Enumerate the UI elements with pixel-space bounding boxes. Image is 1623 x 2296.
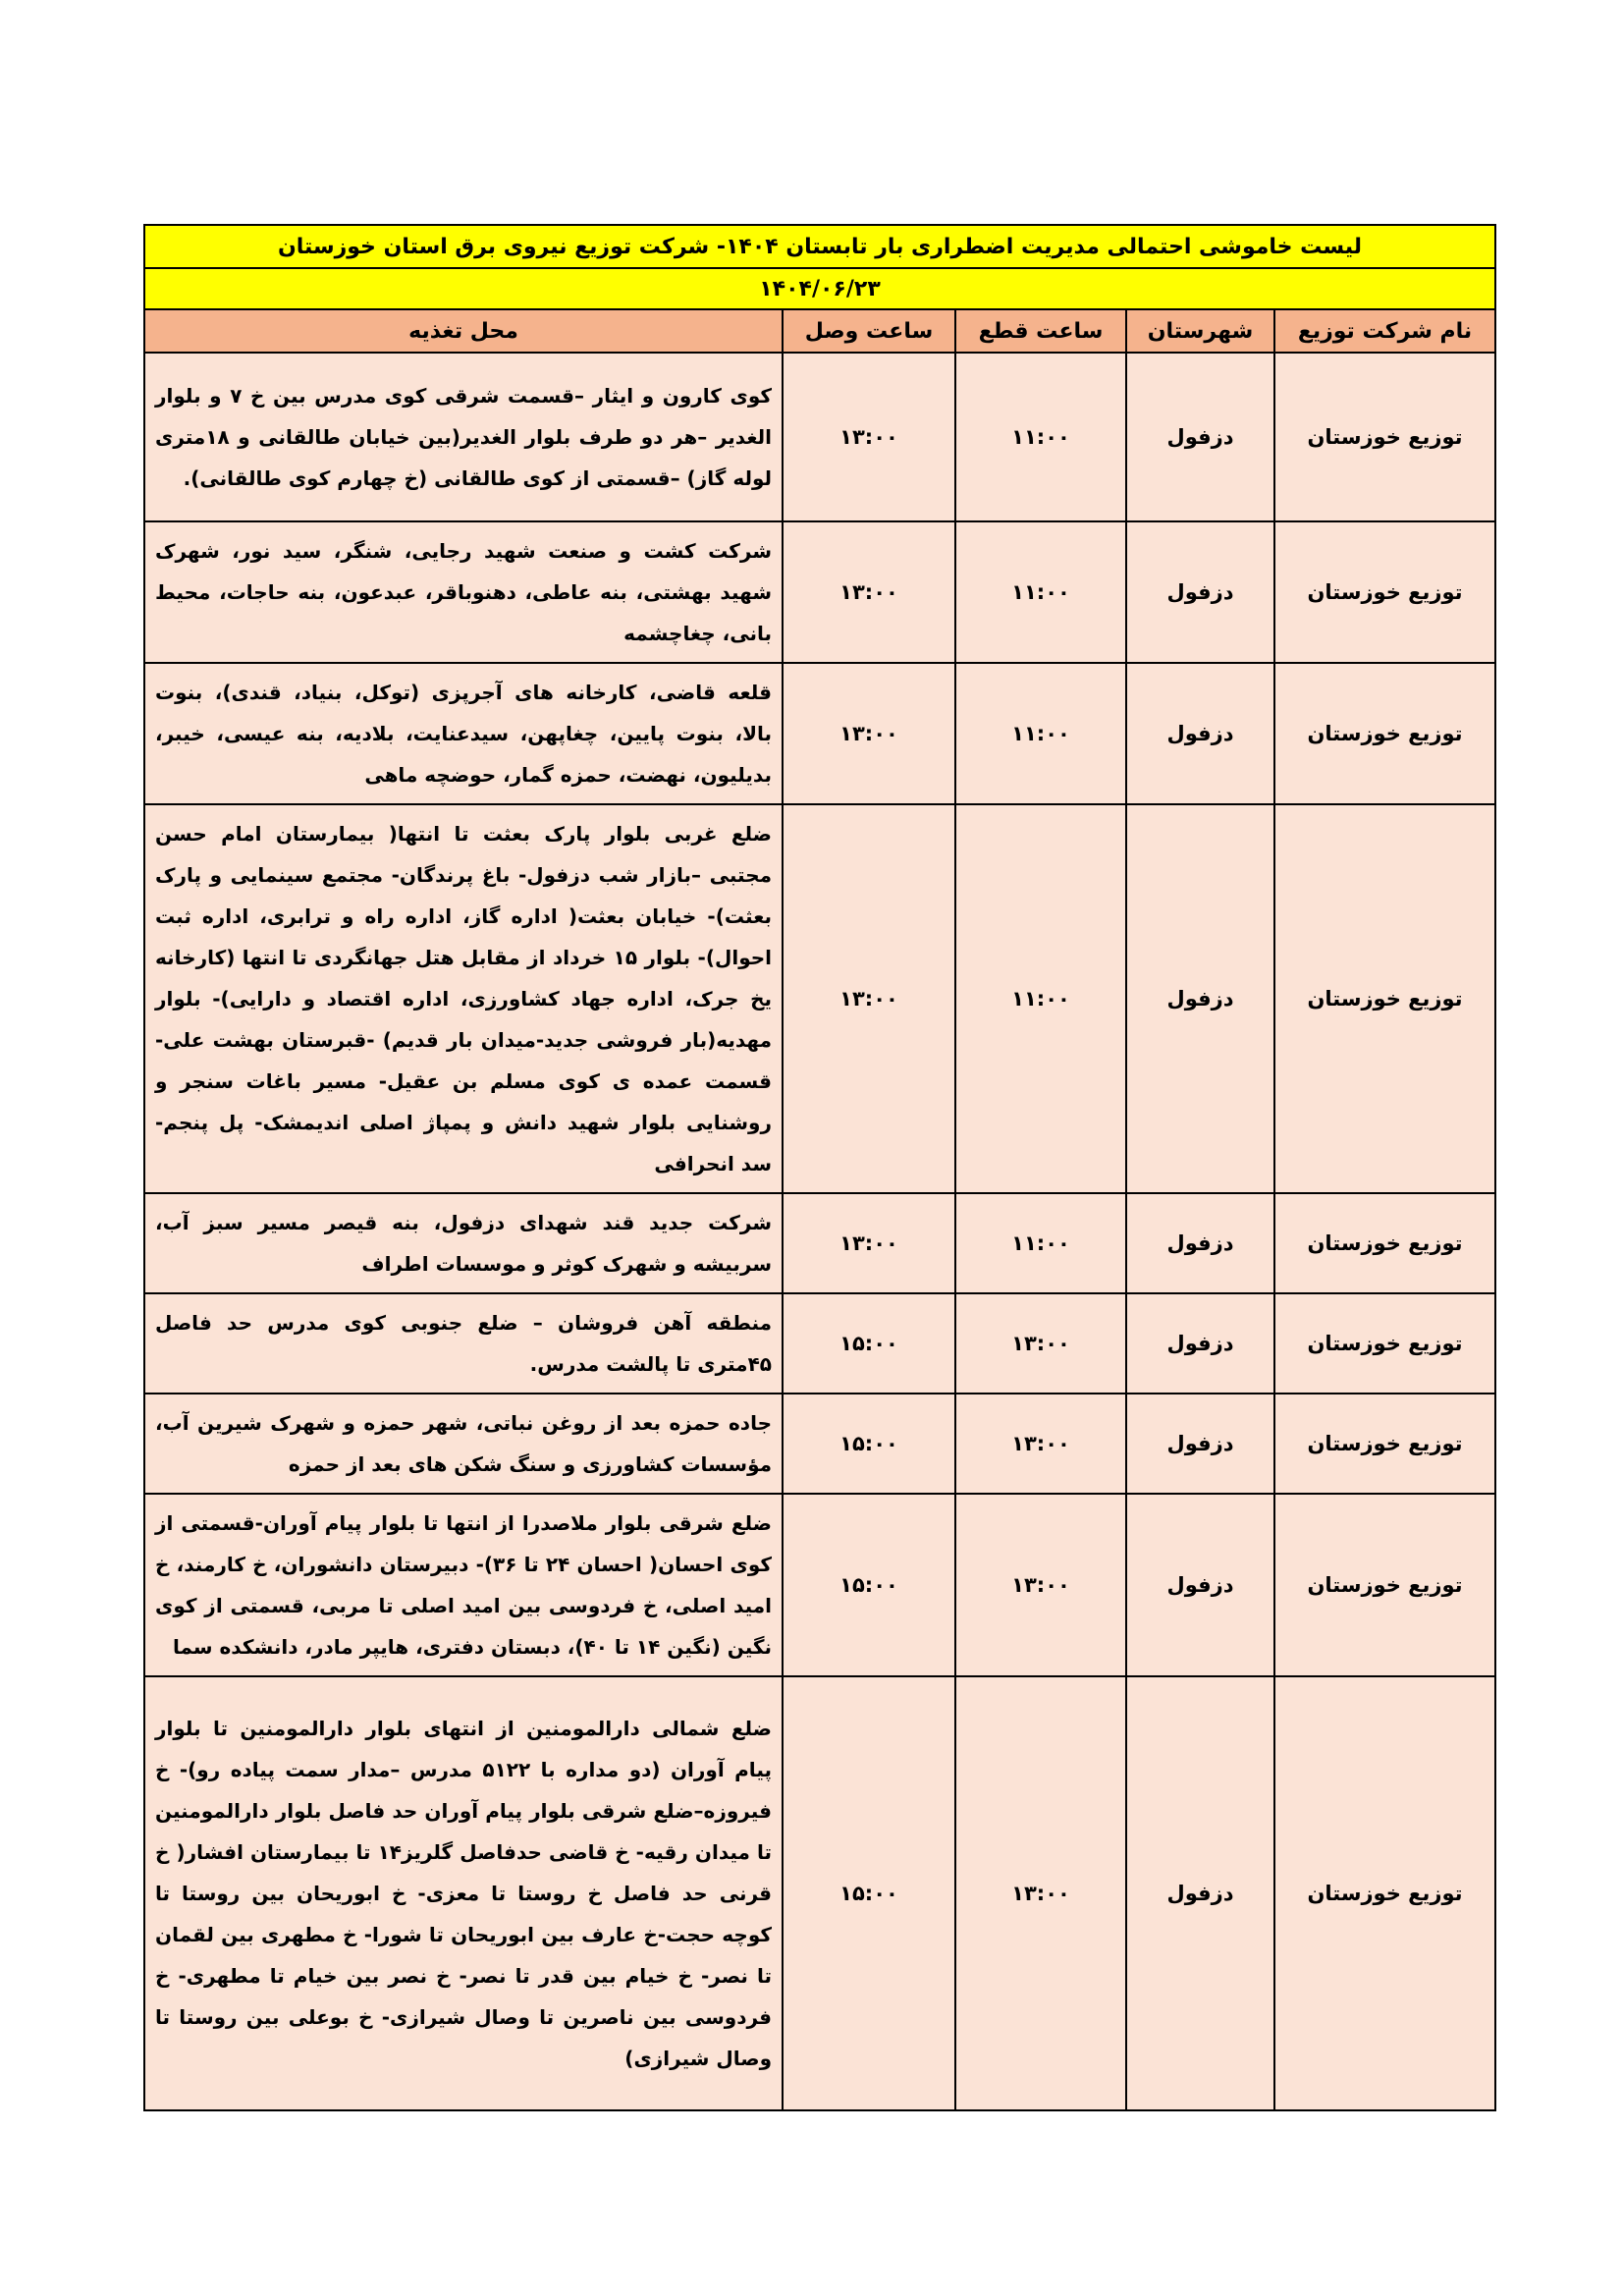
cut-time-cell: ۱۳:۰۰ xyxy=(955,1494,1126,1676)
company-cell: توزیع خوزستان xyxy=(1274,1676,1495,2110)
reconnect-time-cell: ۱۳:۰۰ xyxy=(783,353,955,521)
date-row xyxy=(144,268,1495,309)
document-title: لیست خاموشی احتمالی مدیریت اضطراری بار تابستان ۱۴۰۴- شرکت توزیع نیروی برق استان خوزستان xyxy=(144,225,1495,268)
reconnect-time-cell: ۱۳:۰۰ xyxy=(783,1193,955,1293)
cut-time-cell: ۱۱:۰۰ xyxy=(955,804,1126,1193)
city-cell: دزفول xyxy=(1126,1193,1274,1293)
company-cell: توزیع خوزستان xyxy=(1274,353,1495,521)
company-cell: توزیع خوزستان xyxy=(1274,804,1495,1193)
location-cell: شرکت کشت و صنعت شهید رجایی، شنگر، سید نور، شهرک شهید بهشتی، بنه عاطی، دهنوباقر، عبدعون، بنه حاجات، محیط بانی، چغاچشمه xyxy=(144,521,783,663)
reconnect-time-cell: ۱۵:۰۰ xyxy=(783,1293,955,1394)
company-cell: توزیع خوزستان xyxy=(1274,663,1495,804)
table-row xyxy=(144,1676,1495,2110)
header-reconnect-time: ساعت وصل xyxy=(783,309,955,353)
cut-time-cell: ۱۱:۰۰ xyxy=(955,1193,1126,1293)
cut-time-cell: ۱۳:۰۰ xyxy=(955,1676,1126,2110)
table-row xyxy=(144,804,1495,1193)
header-cut-time: ساعت قطع xyxy=(955,309,1126,353)
table-row xyxy=(144,1193,1495,1293)
city-cell: دزفول xyxy=(1126,521,1274,663)
city-cell: دزفول xyxy=(1126,353,1274,521)
city-cell: دزفول xyxy=(1126,663,1274,804)
cut-time-cell: ۱۱:۰۰ xyxy=(955,521,1126,663)
table-row xyxy=(144,521,1495,663)
reconnect-time-cell: ۱۵:۰۰ xyxy=(783,1394,955,1494)
table-row xyxy=(144,1293,1495,1394)
table-row xyxy=(144,663,1495,804)
city-cell: دزفول xyxy=(1126,1494,1274,1676)
reconnect-time-cell: ۱۳:۰۰ xyxy=(783,804,955,1193)
location-cell: منطقه آهن فروشان – ضلع جنوبی کوی مدرس حد فاصل ۴۵متری تا پالشت مدرس. xyxy=(144,1293,783,1394)
header-city: شهرستان xyxy=(1126,309,1274,353)
document-date: ۱۴۰۴/۰۶/۲۳ xyxy=(144,268,1495,309)
company-cell: توزیع خوزستان xyxy=(1274,521,1495,663)
title-row xyxy=(144,225,1495,268)
location-cell: شرکت جدید قند شهدای دزفول، بنه قیصر مسیر سبز آب، سربیشه و شهرک کوثر و موسسات اطراف xyxy=(144,1193,783,1293)
location-cell: کوی کارون و ایثار –قسمت شرقی کوی مدرس بین خ ۷ و بلوار الغدیر –هر دو طرف بلوار الغدیر(بین خیابان طالقانی و ۱۸متری لوله گاز) –قسمتی از کوی طالقانی (خ چهارم کوی طالقانی). xyxy=(144,353,783,521)
location-cell: قلعه قاضی، کارخانه های آجرپزی (توکل، بنیاد، قندی)، بنوت بالا، بنوت پایین، چغاپهن، سیدعنایت، بلادیه، بنه عیسی، خیبر، بدیلیون، نهضت، حمزه گمار، حوضچه ماهی xyxy=(144,663,783,804)
reconnect-time-cell: ۱۳:۰۰ xyxy=(783,521,955,663)
header-row xyxy=(144,309,1495,353)
city-cell: دزفول xyxy=(1126,1676,1274,2110)
table-row xyxy=(144,353,1495,521)
cut-time-cell: ۱۳:۰۰ xyxy=(955,1293,1126,1394)
reconnect-time-cell: ۱۵:۰۰ xyxy=(783,1494,955,1676)
table-row xyxy=(144,1394,1495,1494)
header-location: محل تغذیه xyxy=(144,309,783,353)
company-cell: توزیع خوزستان xyxy=(1274,1293,1495,1394)
location-cell: ضلع غربی بلوار پارک بعثت تا انتها( بیمارستان امام حسن مجتبی –بازار شب دزفول- باغ پرندگان- مجتمع سینمایی و پارک بعثت)- خیابان بعثت( اداره گاز، اداره راه و ترابری، اداره ثبت احوال)- بلوار ۱۵ خرداد از مقابل هتل جهانگردی تا انتها (کارخانه یخ جرک، اداره جهاد کشاورزی، اداره اقتصاد و دارایی)- بلوار مهدیه(بار فروشی جدید-میدان بار قدیم) -قبرستان بهشت علی- قسمت عمده ی کوی مسلم بن عقیل- مسیر باغات سنجر و روشنایی بلوار شهید دانش و پمپاژ اصلی اندیمشک- پل پنجم- سد انحرافی xyxy=(144,804,783,1193)
cut-time-cell: ۱۱:۰۰ xyxy=(955,663,1126,804)
city-cell: دزفول xyxy=(1126,804,1274,1193)
location-cell: ضلع شرقی بلوار ملاصدرا از انتها تا بلوار پیام آوران-قسمتی از کوی احسان( احسان ۲۴ تا ۳۶)- دبیرستان دانشوران، خ کارمند، خ امید اصلی، خ فردوسی بین امید اصلی تا مربی، قسمتی از کوی نگین (نگین ۱۴ تا ۴۰)، دبستان دفتری، هایپر مادر، دانشکده سما xyxy=(144,1494,783,1676)
company-cell: توزیع خوزستان xyxy=(1274,1394,1495,1494)
cut-time-cell: ۱۳:۰۰ xyxy=(955,1394,1126,1494)
reconnect-time-cell: ۱۳:۰۰ xyxy=(783,663,955,804)
company-cell: توزیع خوزستان xyxy=(1274,1494,1495,1676)
header-company: نام شرکت توزیع xyxy=(1274,309,1495,353)
location-cell: جاده حمزه بعد از روغن نباتی، شهر حمزه و شهرک شیرین آب، مؤسسات کشاورزی و سنگ شکن های بعد از حمزه xyxy=(144,1394,783,1494)
table-row xyxy=(144,1494,1495,1676)
reconnect-time-cell: ۱۵:۰۰ xyxy=(783,1676,955,2110)
outage-schedule-table xyxy=(143,224,1496,2111)
cut-time-cell: ۱۱:۰۰ xyxy=(955,353,1126,521)
city-cell: دزفول xyxy=(1126,1293,1274,1394)
city-cell: دزفول xyxy=(1126,1394,1274,1494)
location-cell: ضلع شمالی دارالمومنین از انتهای بلوار دارالمومنین تا بلوار پیام آوران (دو مداره با ۵۱۲۲ مدرس –مدار سمت پیاده رو)- خ فیروزه–ضلع شرقی بلوار پیام آوران حد فاصل بلوار دارالمومنین تا میدان رقیه- خ قاضی حدفاصل گلریز۱۴ تا بیمارستان افشار( خ قرنی حد فاصل خ روستا تا معزی- خ ابوریحان بین روستا تا کوچه حجت-خ عارف بین ابوریحان تا شورا- خ مطهری بین لقمان تا نصر- خ خیام بین قدر تا نصر- خ نصر بین خیام تا مطهری- خ فردوسی بین ناصرین تا وصال شیرازی- خ بوعلی بین روستا تا وصال شیرازی) xyxy=(144,1676,783,2110)
company-cell: توزیع خوزستان xyxy=(1274,1193,1495,1293)
